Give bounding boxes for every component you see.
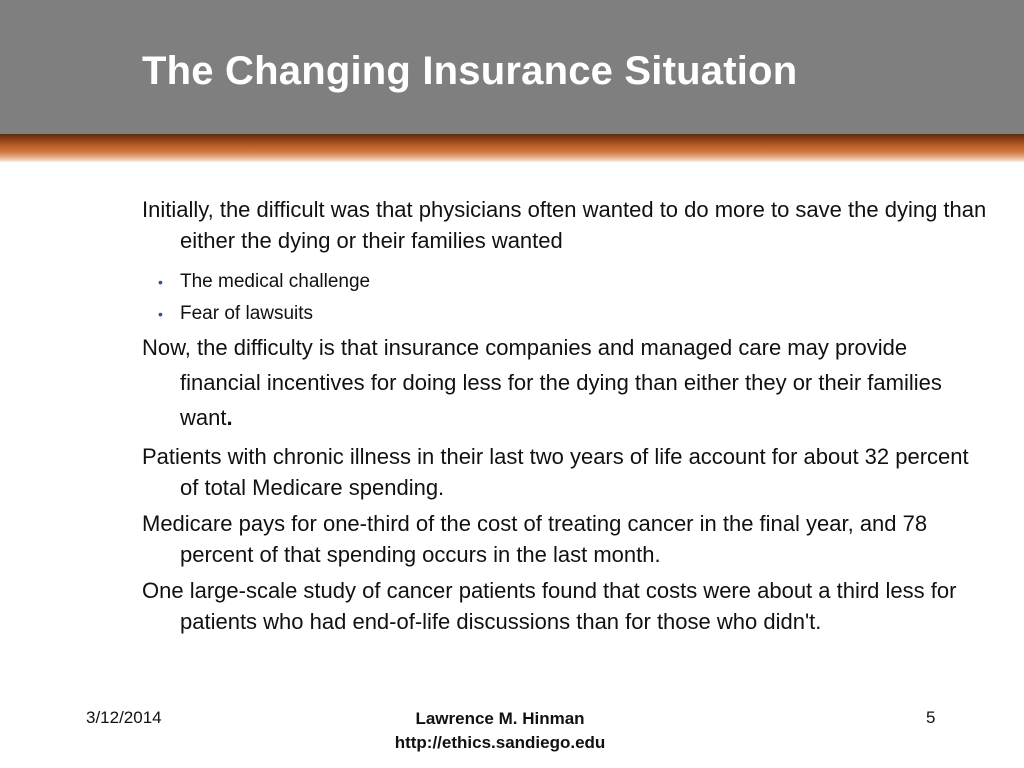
bullet-icon: • (158, 274, 163, 290)
footer-credit (338, 707, 662, 755)
bullet-item-fear-of-lawsuits (154, 298, 992, 330)
bullet-item-medical-challenge (154, 266, 992, 298)
bullet-list (142, 266, 992, 330)
slide-body (142, 194, 992, 637)
body-paragraph-2 (142, 330, 992, 435)
body-paragraph-3: Patients with chronic illness in their last two years of life account for about 32 percent of total Medicare spending. (142, 444, 969, 500)
body-paragraph-2-period: . (226, 405, 233, 430)
accent-stripe (0, 134, 1024, 162)
bullet-text: The medical challenge (180, 271, 371, 292)
slide-title: The Changing Insurance Situation (142, 49, 798, 93)
footer-author: Lawrence M. Hinman (415, 709, 585, 728)
title-bar (0, 0, 1024, 134)
bullet-icon: • (158, 306, 163, 322)
bullet-text: Fear of lawsuits (180, 303, 314, 324)
footer-url: http://ethics.sandiego.edu (394, 733, 606, 752)
page-number: 5 (926, 708, 936, 727)
body-paragraph-2-text: Now, the difficulty is that insurance companies and managed care may provide financial incentives for doing less for the dying than either they or their families want (142, 335, 942, 430)
body-paragraph-4: Medicare pays for one-third of the cost of treating cancer in the final year, and 78 percent of that spending occurs in the last month. (142, 511, 928, 567)
body-paragraph-5: One large-scale study of cancer patients found that costs were about a third less for patients who had end-of-life discussions than for those who didn't. (142, 578, 957, 634)
footer-date: 3/12/2014 (86, 708, 162, 727)
body-paragraph-1: Initially, the difficult was that physicians often wanted to do more to save the dying than either the dying or their families wanted (142, 197, 987, 253)
